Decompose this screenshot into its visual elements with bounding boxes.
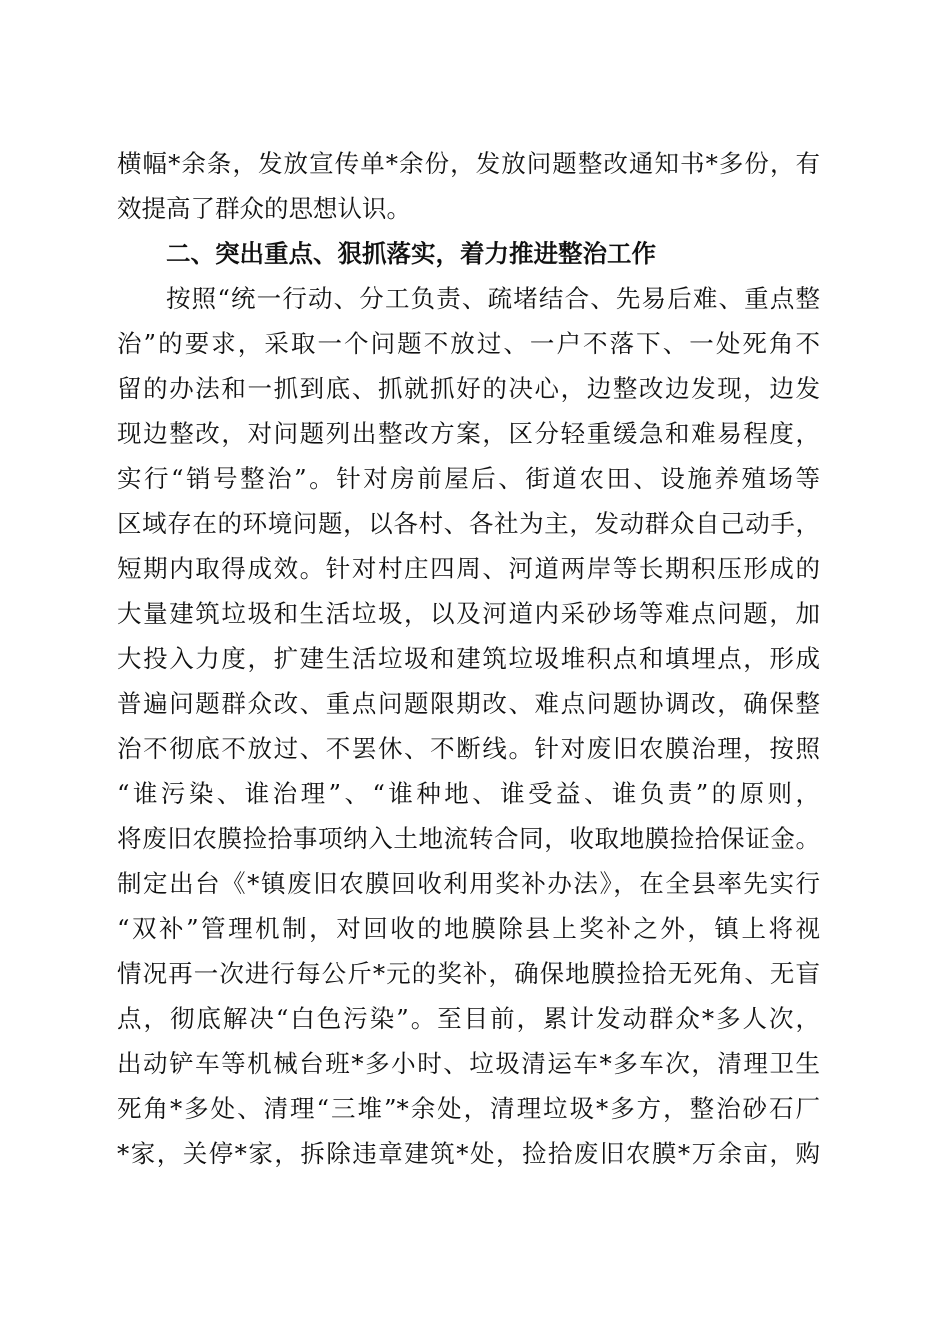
body-line: 按照“统一行动、分工负责、疏堵结合、先易后难、重点整 (166, 284, 820, 313)
body-line: 点，彻底解决“白色污染”。至目前，累计发动群众*多人次， (117, 1004, 820, 1033)
body-line: 制定出台《*镇废旧农膜回收利用奖补办法》，在全县率先实行 (117, 869, 820, 898)
body-line: 治”的要求，采取一个问题不放过、一户不落下、一处死角不 (117, 329, 820, 358)
body-line: 实行“销号整治”。针对房前屋后、街道农田、设施养殖场等 (117, 464, 820, 493)
section-heading: 二、突出重点、狠抓落实，着力推进整治工作 (166, 239, 656, 268)
body-line: “谁污染、谁治理”、“谁种地、谁受益、谁负责”的原则， (117, 779, 820, 808)
body-line: 短期内取得成效。针对村庄四周、河道两岸等长期积压形成的 (117, 554, 820, 583)
body-line: 普遍问题群众改、重点问题限期改、难点问题协调改，确保整 (117, 689, 820, 718)
body-line: *家，关停*家，拆除违章建筑*处，捡拾废旧农膜*万余亩，购 (117, 1139, 820, 1168)
body-line: 大量建筑垃圾和生活垃圾，以及河道内采砂场等难点问题，加 (117, 599, 820, 628)
body-line: 治不彻底不放过、不罢休、不断线。针对废旧农膜治理，按照 (117, 734, 820, 763)
body-line: 现边整改，对问题列出整改方案，区分轻重缓急和难易程度， (117, 419, 820, 448)
body-line: 留的办法和一抓到底、抓就抓好的决心，边整改边发现，边发 (117, 374, 820, 403)
intro-line: 横幅*余条，发放宣传单*余份，发放问题整改通知书*多份，有 (117, 149, 820, 178)
body-line: 大投入力度，扩建生活垃圾和建筑垃圾堆积点和填埋点，形成 (117, 644, 820, 673)
body-line: 出动铲车等机械台班*多小时、垃圾清运车*多车次，清理卫生 (117, 1049, 820, 1078)
body-line: “双补”管理机制，对回收的地膜除县上奖补之外，镇上将视 (117, 914, 820, 943)
body-line: 区域存在的环境问题，以各村、各社为主，发动群众自己动手， (117, 509, 820, 538)
body-line: 将废旧农膜捡拾事项纳入土地流转合同，收取地膜捡拾保证金。 (117, 824, 820, 853)
body-line: 情况再一次进行每公斤*元的奖补，确保地膜捡拾无死角、无盲 (117, 959, 820, 988)
intro-line: 效提高了群众的思想认识。 (117, 194, 411, 223)
body-line: 死角*多处、清理“三堆”*余处，清理垃圾*多方，整治砂石厂 (117, 1094, 820, 1123)
